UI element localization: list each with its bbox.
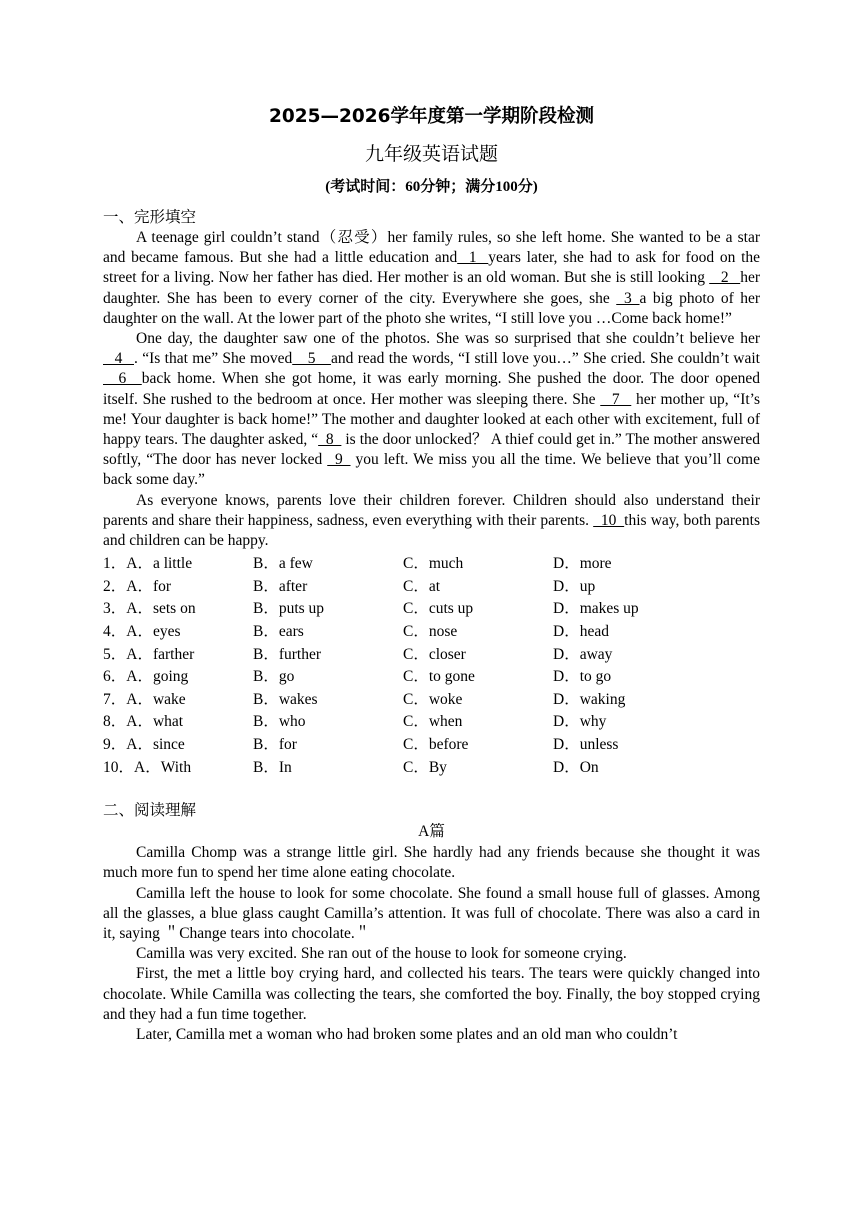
option-b: B．who [253, 713, 306, 731]
option-number-and-a: 7．A．wake [103, 690, 186, 708]
option-c: C．before [403, 736, 469, 753]
option-d: D．head [553, 623, 609, 641]
paragraph-text: is the door unlocked？ A thief could get in.” The mother answered softly, “The door has never locked [103, 431, 760, 469]
option-c: C．woke [403, 690, 463, 708]
reading-paragraph: Camilla Chomp was a strange little girl. She hardly had any friends because she thought it was much more fun to spend her time alone eating chocolate. [103, 844, 760, 882]
option-c: C．cuts up [403, 600, 474, 618]
option-d: D．makes up [553, 600, 639, 618]
reading-paragraph: Later, Camilla met a woman who had broken some plates and an old man who couldn’t [136, 1026, 678, 1044]
option-row [103, 757, 760, 780]
option-number-and-a: 9．A．since [103, 736, 185, 753]
blank-8: 8 [318, 431, 342, 449]
option-d: D．up [553, 577, 596, 595]
blank-5: 5 [292, 350, 331, 368]
option-b: B．further [253, 645, 322, 663]
cloze-paragraph [103, 329, 760, 491]
cloze-passage [103, 228, 760, 551]
option-row [103, 711, 760, 734]
blank-9: 9 [327, 451, 351, 469]
blank-3: 3 [616, 289, 640, 307]
blank-2: 2 [709, 269, 741, 287]
option-c: C．nose [403, 623, 458, 641]
paragraph-text: her daughter. She has been to every corner of the city. Everywhere she goes, she [103, 269, 760, 307]
option-b: B．puts up [253, 600, 325, 618]
exam-subtitle: 九年级英语试题 [364, 143, 498, 165]
exam-page [103, 104, 760, 1045]
paragraph-text: As everyone knows, parents love their children forever. Children should also understand their parents and share their happiness, sadness, even everything with their parents. [103, 491, 760, 529]
option-d: D．why [553, 713, 607, 731]
reading-paragraph: Camilla was very excited. She ran out of the house to look for someone crying. [136, 945, 627, 963]
exam-title: 2025—2026学年度第一学期阶段检测 [269, 106, 594, 127]
option-number-and-a: 8．A．what [103, 713, 184, 731]
paragraph-text: A teenage girl couldn’t stand（忍受）her family rules, so she left home. She wanted to be a star and became famous. But she had a little education and [103, 229, 760, 267]
option-d: D．waking [553, 690, 626, 708]
option-c: C．By [403, 758, 447, 776]
option-c: C．to gone [403, 668, 475, 686]
option-c: C．much [403, 555, 464, 573]
blank-10: 10 [593, 511, 625, 529]
option-row [103, 666, 760, 689]
option-c: C．when [403, 713, 463, 731]
blank-1: 1 [457, 249, 489, 267]
option-b: B．In [253, 758, 292, 776]
option-number-and-a: 10．A．With [103, 758, 192, 776]
paragraph-text: years later, she had to ask for food on the street for a living. Now her father has died. Her mother is an old woman. But she is still looking [103, 249, 760, 287]
option-d: D．unless [553, 736, 619, 753]
option-number-and-a: 5．A．farther [103, 645, 195, 663]
paragraph-text: her mother up, “It’s me! Your daughter is back home!” The mother and daughter looked at each other with excitement, full of happy tears. The daughter asked, “ [103, 390, 760, 449]
exam-info: (考试时间：60分钟；满分100分) [325, 179, 538, 195]
option-b: B．a few [253, 555, 313, 573]
option-number-and-a: 4．A．eyes [103, 623, 181, 641]
option-number-and-a: 6．A．going [103, 668, 189, 686]
paragraph-text: and read the words, “I still love you…” She cried. She couldn’t wait [330, 350, 760, 368]
option-number-and-a: 1．A．a little [103, 555, 193, 573]
option-row [103, 598, 760, 621]
option-row [103, 553, 760, 576]
option-b: B．ears [253, 623, 304, 641]
option-number-and-a: 3．A．sets on [103, 600, 196, 618]
cloze-paragraph [103, 491, 760, 552]
paragraph-text: you left. We miss you all the time. We believe that you’ll come back some day.” [103, 451, 760, 489]
option-row [103, 576, 760, 599]
reading-passage [103, 843, 760, 1045]
section-heading-cloze: 一、完形填空 [103, 208, 197, 226]
option-d: D．more [553, 555, 612, 573]
section-heading-reading: 二、阅读理解 [103, 801, 197, 820]
option-b: B．wakes [253, 690, 318, 708]
reading-paragraph: First, the met a little boy crying hard, and collected his tears. The tears were quickly changed into chocolate. While Camilla was collecting the tears, she comforted the boy. Finally, the boy stopped crying and they had a fun time together. [103, 965, 760, 1023]
option-row [103, 621, 760, 644]
paragraph-text: this way, both parents and children can be happy. [103, 511, 760, 550]
option-b: B．for [253, 736, 297, 753]
blank-7: 7 [600, 390, 632, 408]
blank-6: 6 [103, 370, 142, 388]
option-d: D．away [553, 645, 613, 663]
option-number-and-a: 2．A．for [103, 577, 172, 595]
option-row [103, 734, 760, 757]
paragraph-text: a big photo of her daughter on the wall. At the lower part of the photo she writes, “I still love you …Come back home!” [103, 289, 761, 327]
option-d: D．On [553, 758, 599, 776]
option-b: B．after [253, 577, 308, 595]
passage-label: A篇 [418, 823, 445, 841]
cloze-paragraph [103, 228, 760, 329]
paragraph-text: back home. When she got home, it was early morning. She pushed the door. The door opened itself. She rushed to the bedroom at once. Her mother was sleeping there. She [103, 370, 760, 408]
option-c: C．closer [403, 645, 466, 663]
paragraph-text: . “Is that me” She moved [134, 350, 293, 368]
option-row [103, 689, 760, 712]
blank-4: 4 [103, 350, 134, 368]
option-d: D．to go [553, 668, 612, 686]
options-list [103, 553, 760, 779]
option-row [103, 644, 760, 667]
reading-paragraph: Camilla left the house to look for some chocolate. She found a small house full of glasses. Among all the glasses, a blue glass caught Camilla’s attention. It was full of chocolate. There was also a card in it, saying ＂Change tears into chocolate.＂ [103, 884, 760, 942]
option-b: B．go [253, 668, 295, 686]
option-c: C．at [403, 577, 441, 595]
paragraph-text: One day, the daughter saw one of the photos. She was so surprised that she couldn’t believe her [136, 330, 760, 348]
